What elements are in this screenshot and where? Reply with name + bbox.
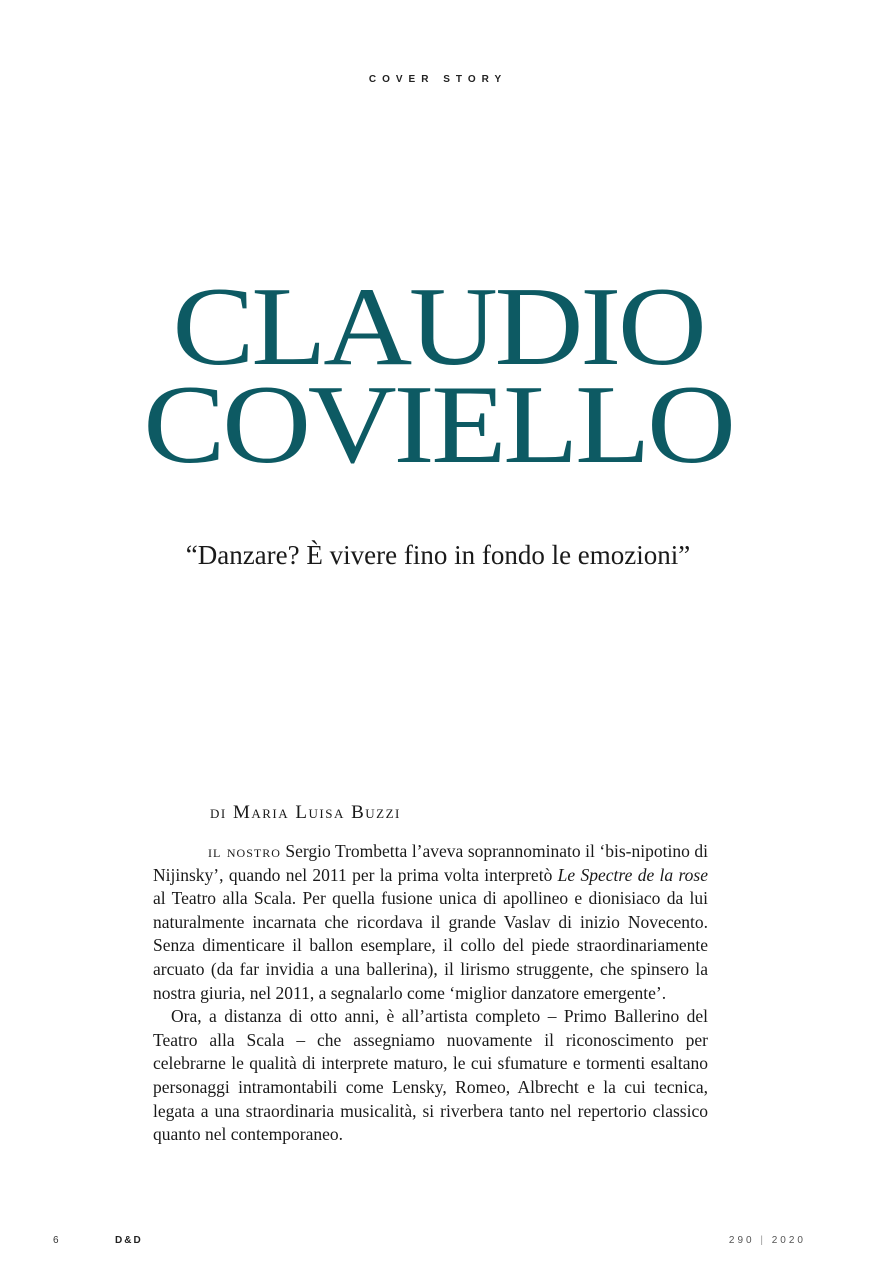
issue-separator: | bbox=[760, 1235, 766, 1246]
title-line-first-name: CLAUDIO bbox=[172, 265, 704, 389]
magazine-brand: D&D bbox=[115, 1235, 143, 1246]
issue-number: 290 bbox=[728, 1235, 755, 1246]
paragraph-1 bbox=[153, 840, 708, 1005]
section-kicker: COVER STORY bbox=[368, 74, 508, 85]
title-line-last-name: COVIELLO bbox=[143, 363, 733, 487]
ballet-title: Le Spectre de la rose bbox=[557, 864, 708, 885]
article-body bbox=[153, 840, 708, 1147]
paragraph-lead-in: il nostro bbox=[208, 841, 281, 861]
issue-year: 2020 bbox=[771, 1235, 806, 1246]
author-byline: di Maria Luisa Buzzi bbox=[210, 802, 401, 823]
article-title bbox=[0, 265, 876, 487]
page-number: 6 bbox=[53, 1235, 59, 1246]
paragraph-1-text-b: al Teatro alla Scala. Per quella fusione unica di apollineo e dionisiaco da lui naturalmente incarnata che ricordava il grande Vaslav di inizio Novecento. Senza dimenticare il ballon esemplare, il collo del piede straordinariamente arcuato (da far invidia a una ballerina), il lirismo struggente, che spinsero la nostra giuria, nel 2011, a segnalarlo come ‘miglior danzatore emergente’. bbox=[153, 888, 708, 1003]
paragraph-2: Ora, a distanza di otto anni, è all’artista completo – Primo Ballerino del Teatro alla Scala – che assegniamo nuovamente il riconoscimento per celebrarne le qualità di interprete maturo, le cui sfumature e tormenti esaltano personaggi intramontabili come Lensky, Romeo, Albrecht e la cui tecnica, legata a una straordinaria musicalità, si riverbera tanto nel repertorio classico quanto nel contemporaneo. bbox=[153, 1006, 708, 1145]
paragraph-1-text-a: Sergio Trombetta l’aveva soprannominato il ‘bis-nipotino di Nijinsky’, quando nel 2011 per la prima volta interpretò bbox=[153, 841, 708, 885]
article-subtitle: “Danzare? È vivere fino in fondo le emozioni” bbox=[185, 540, 691, 570]
issue-info bbox=[729, 1235, 806, 1246]
